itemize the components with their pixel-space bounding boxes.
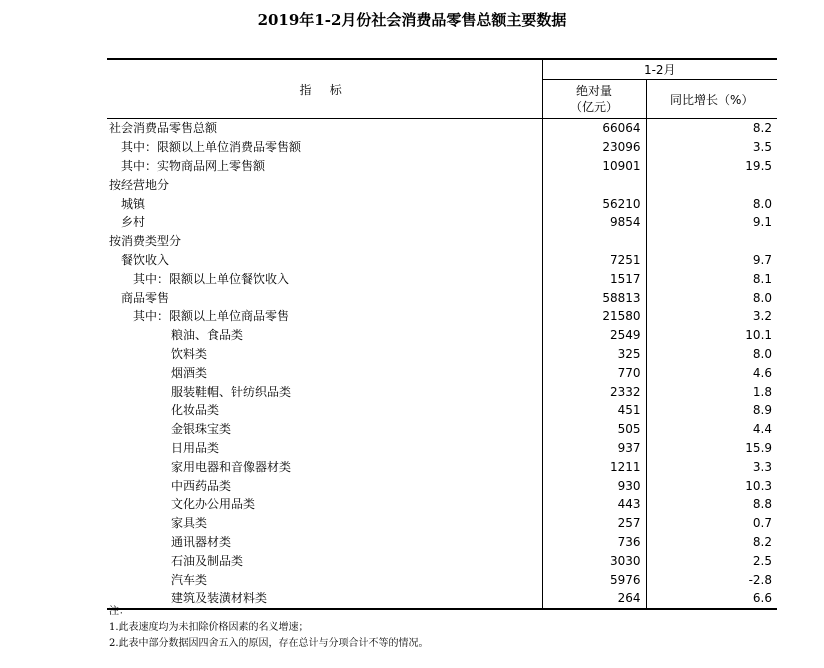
row-value: 1211	[542, 457, 646, 476]
table-row	[107, 326, 777, 345]
table-row	[107, 457, 777, 476]
row-label: 按消费类型分	[109, 234, 182, 249]
row-value: 1517	[542, 269, 646, 288]
note-line-2: 2.此表中部分数据因四舍五入的原因，存在总计与分项合计不等的情况。	[109, 638, 429, 649]
row-label: 文化办公用品类	[171, 497, 256, 512]
row-growth: -2.8	[646, 570, 777, 589]
row-value: 10901	[542, 157, 646, 176]
row-label: 其中：实物商品网上零售额	[121, 158, 266, 173]
row-value: 2549	[542, 326, 646, 345]
row-growth: 8.1	[646, 269, 777, 288]
row-growth: 19.5	[646, 157, 777, 176]
retail-sales-table	[107, 58, 777, 610]
row-value	[542, 232, 646, 251]
table-row	[107, 420, 777, 439]
row-value: 23096	[542, 138, 646, 157]
row-value: 937	[542, 439, 646, 458]
row-growth: 4.6	[646, 363, 777, 382]
row-label: 乡村	[121, 215, 146, 230]
row-value: 770	[542, 363, 646, 382]
row-growth: 15.9	[646, 439, 777, 458]
row-label: 其中：限额以上单位消费品零售额	[121, 140, 302, 155]
row-value: 451	[542, 401, 646, 420]
table-row	[107, 175, 777, 194]
row-growth: 8.8	[646, 495, 777, 514]
row-label: 石油及制品类	[171, 553, 244, 568]
row-growth: 8.9	[646, 401, 777, 420]
table-row	[107, 213, 777, 232]
row-growth: 8.0	[646, 345, 777, 364]
row-label: 餐饮收入	[121, 252, 170, 267]
row-growth: 8.2	[646, 533, 777, 552]
row-label: 服装鞋帽、针纺织品类	[171, 384, 292, 399]
row-label: 家具类	[171, 516, 208, 531]
row-value: 5976	[542, 570, 646, 589]
table-row	[107, 363, 777, 382]
table-row	[107, 194, 777, 213]
row-growth	[646, 175, 777, 194]
row-growth: 3.3	[646, 457, 777, 476]
row-value: 443	[542, 495, 646, 514]
table-row	[107, 232, 777, 251]
table-row	[107, 251, 777, 270]
page-title: 2019年1-2月份社会消费品零售总额主要数据	[257, 11, 567, 29]
row-value: 3030	[542, 551, 646, 570]
row-value: 930	[542, 476, 646, 495]
row-label: 烟酒类	[171, 365, 208, 380]
row-label: 城镇	[121, 196, 146, 211]
row-label: 中西药品类	[171, 478, 232, 493]
row-value: 736	[542, 533, 646, 552]
row-value: 21580	[542, 307, 646, 326]
row-growth: 8.0	[646, 194, 777, 213]
table-row	[107, 157, 777, 176]
row-label: 日用品类	[171, 440, 220, 455]
row-value	[542, 175, 646, 194]
absolute-value-unit: （亿元）	[569, 100, 618, 114]
table-row	[107, 119, 777, 138]
row-growth: 8.2	[646, 119, 777, 138]
table-row	[107, 382, 777, 401]
row-value: 264	[542, 589, 646, 609]
row-label: 通讯器材类	[171, 534, 232, 549]
row-growth: 1.8	[646, 382, 777, 401]
row-value: 325	[542, 345, 646, 364]
table-row	[107, 269, 777, 288]
row-growth: 9.7	[646, 251, 777, 270]
row-label: 金银珠宝类	[171, 422, 232, 437]
table-row	[107, 307, 777, 326]
row-label: 粮油、食品类	[171, 328, 244, 343]
row-growth: 0.7	[646, 514, 777, 533]
row-growth: 3.2	[646, 307, 777, 326]
absolute-value-label: 绝对量	[575, 84, 612, 98]
row-growth: 8.0	[646, 288, 777, 307]
row-growth: 9.1	[646, 213, 777, 232]
row-label: 按经营地分	[109, 177, 170, 192]
table-row	[107, 439, 777, 458]
row-label: 建筑及装潢材料类	[107, 589, 542, 609]
row-growth: 6.6	[646, 589, 777, 609]
table-row	[107, 570, 777, 589]
table-row	[107, 288, 777, 307]
row-label: 商品零售	[121, 290, 170, 305]
table-row	[107, 514, 777, 533]
period-header: 1-2月	[542, 59, 777, 80]
table-row	[107, 551, 777, 570]
absolute-value-header	[542, 80, 646, 119]
table-row	[107, 476, 777, 495]
row-label: 饮料类	[171, 346, 208, 361]
row-label: 家用电器和音像器材类	[171, 459, 292, 474]
row-growth: 10.3	[646, 476, 777, 495]
table-row	[107, 345, 777, 364]
row-label: 其中：限额以上单位餐饮收入	[133, 271, 290, 286]
table-row	[107, 138, 777, 157]
row-label: 汽车类	[171, 572, 208, 587]
row-growth: 10.1	[646, 326, 777, 345]
row-growth: 2.5	[646, 551, 777, 570]
row-value: 257	[542, 514, 646, 533]
row-value: 2332	[542, 382, 646, 401]
notes-heading: 注：	[109, 606, 129, 617]
row-label: 化妆品类	[171, 403, 220, 418]
note-line-1: 1.此表速度均为未扣除价格因素的名义增速；	[109, 622, 309, 633]
row-value: 505	[542, 420, 646, 439]
row-label: 社会消费品零售总额	[109, 121, 218, 136]
table-row	[107, 533, 777, 552]
row-value: 56210	[542, 194, 646, 213]
table-notes	[109, 604, 429, 652]
table-row	[107, 401, 777, 420]
row-value: 58813	[542, 288, 646, 307]
table-row	[107, 495, 777, 514]
indicator-header: 指 标	[107, 59, 542, 119]
row-value: 66064	[542, 119, 646, 138]
row-growth: 4.4	[646, 420, 777, 439]
yoy-growth-header: 同比增长（%）	[646, 80, 777, 119]
row-value: 7251	[542, 251, 646, 270]
row-growth	[646, 232, 777, 251]
row-label: 其中：限额以上单位商品零售	[133, 309, 290, 324]
row-value: 9854	[542, 213, 646, 232]
row-growth: 3.5	[646, 138, 777, 157]
